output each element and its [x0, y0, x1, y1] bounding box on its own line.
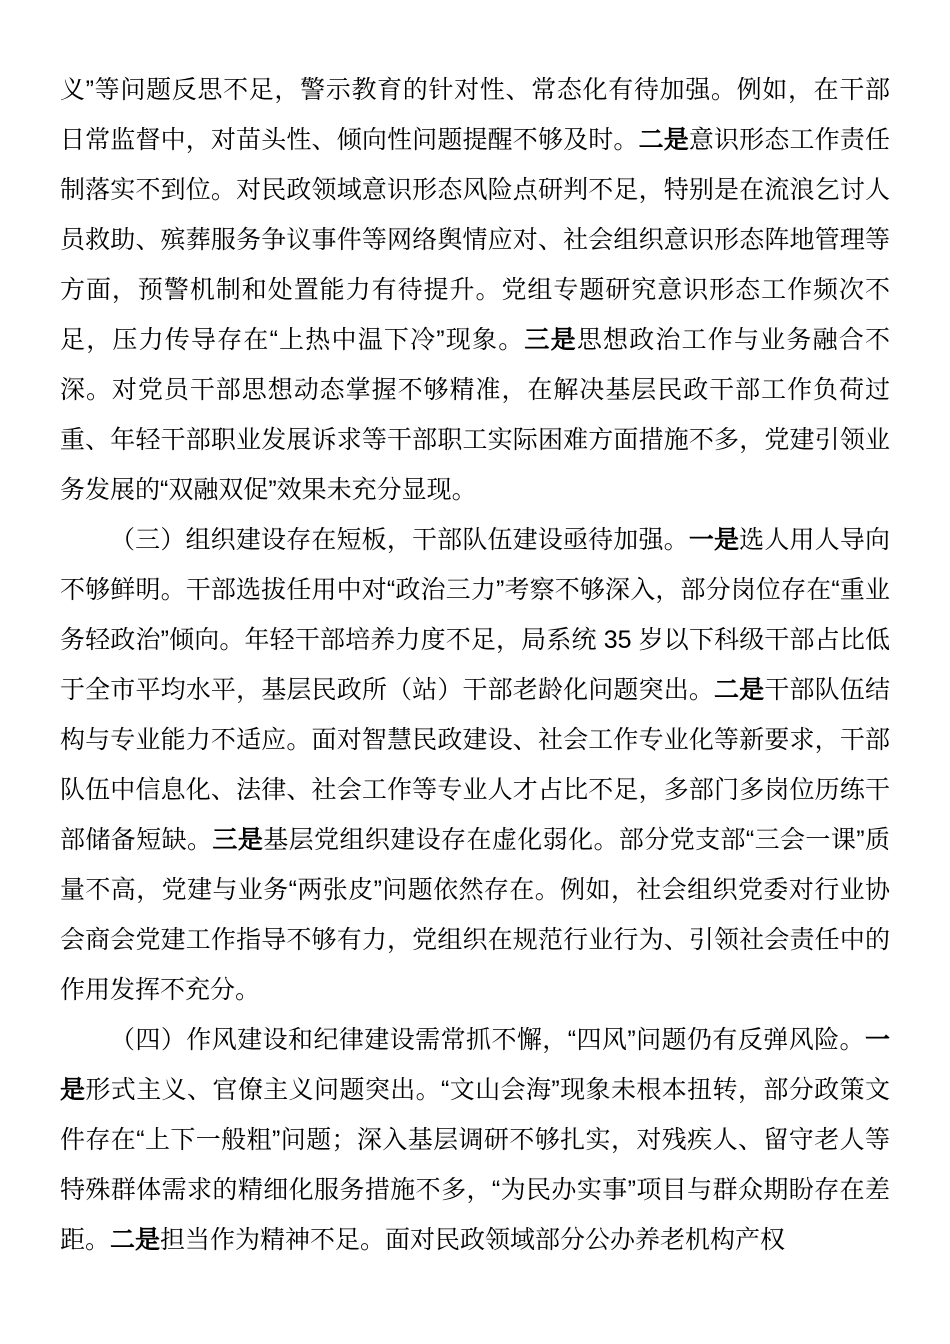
bold-marker-run-2-4: 二是 [714, 676, 765, 704]
document-body [60, 65, 890, 1265]
text-run-3-3: 形式主义、官僚主义问题突出。“文山会海”现象未根本扭转，部分政策文件存在“上下一般粗”问题；深入基层调研不够扎实，对残疾人、留守老人等特殊群体需求的精细化服务措施不多，“为民办实事”项目与群众期盼存在差距。 [60, 1076, 890, 1254]
text-run-1-1: 义”等问题反思不足，警示教育的针对性、常态化有待加强。例如，在干部日常监督中，对苗头性、倾向性问题提醒不够及时。 [60, 76, 890, 154]
text-run-3-5: 担当作为精神不足。面对民政领域部分公办养老机构产权 [160, 1226, 786, 1254]
text-run-1-3: 意识形态工作责任制落实不到位。对民政领域意识形态风险点研判不足，特别是在流浪乞讨人员救助、殡葬服务争议事件等网络舆情应对、社会组织意识形态阵地管理等方面，预警机制和处置能力有待提升。党组专题研究意识形态工作频次不足，压力传导存在“上热中温下冷”现象。 [60, 126, 890, 354]
paragraph-2 [60, 515, 890, 1015]
text-run-2-3: 选人用人导向不够鲜明。干部选拔任用中对“政治三力”考察不够深入，部分岗位存在“重业务轻政治”倾向。年轻干部培养力度不足，局系统 35 岁以下科级干部占比低于全市平均水平，基层民政所（站）干部老龄化问题突出。 [60, 526, 890, 704]
paragraph-3 [60, 1015, 890, 1265]
bold-marker-run-1-2: 二是 [638, 126, 689, 154]
text-run-1-5: 思想政治工作与业务融合不深。对党员干部思想动态掌握不够精准，在解决基层民政干部工作负荷过重、年轻干部职业发展诉求等干部职工实际困难方面措施不多，党建引领业务发展的“双融双促”效果未充分显现。 [60, 326, 890, 504]
bold-marker-run-3-4: 二是 [110, 1226, 161, 1254]
bold-marker-run-2-6: 三是 [212, 826, 264, 854]
bold-marker-run-2-2: 一是 [688, 526, 740, 554]
bold-marker-run-1-4: 三是 [524, 326, 577, 354]
bold-marker-run-3-2: 一是 [60, 1026, 890, 1104]
text-run-2-5: 干部队伍结构与专业能力不适应。面对智慧民政建设、社会工作专业化等新要求，干部队伍中信息化、法律、社会工作等专业人才占比不足，多部门多岗位历练干部储备短缺。 [60, 676, 890, 854]
text-run-2-1: （三）组织建设存在短板，干部队伍建设亟待加强。 [110, 526, 689, 554]
text-run-3-1: （四）作风建设和纪律建设需常抓不懈，“四风”问题仍有反弹风险。 [110, 1026, 865, 1054]
paragraph-1 [60, 65, 890, 515]
text-run-2-7: 基层党组织建设存在虚化弱化。部分党支部“三会一课”质量不高，党建与业务“两张皮”问题依然存在。例如，社会组织党委对行业协会商会党建工作指导不够有力，党组织在规范行业行为、引领社会责任中的作用发挥不充分。 [60, 826, 890, 1004]
